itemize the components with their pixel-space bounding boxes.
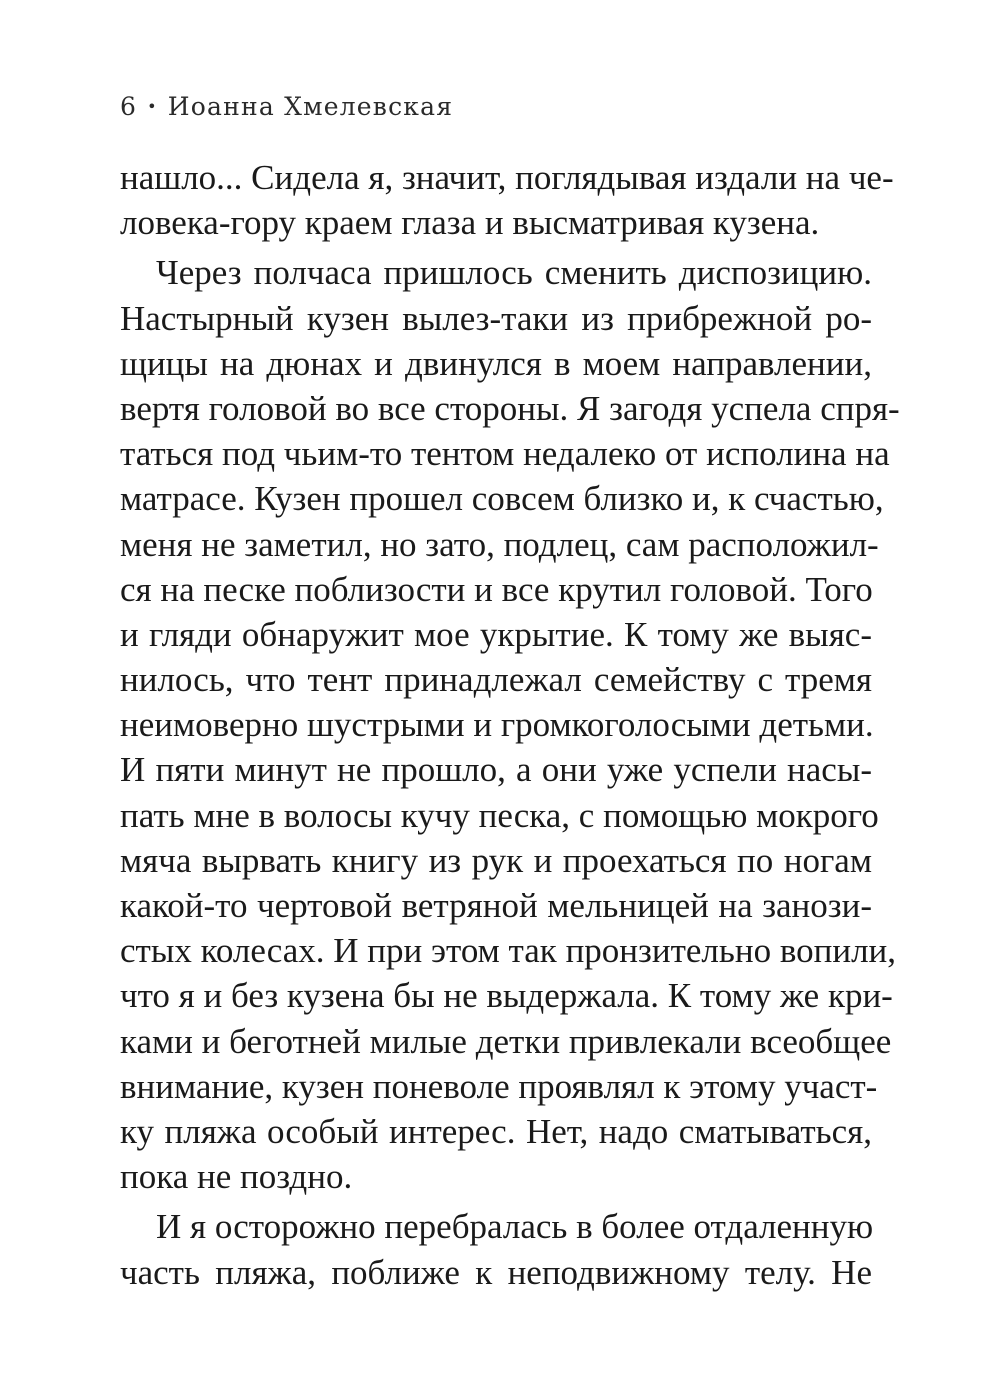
- text-line: какой-то чертовой ветряной мельницей на занози-: [120, 886, 872, 925]
- text-line: нилось, что тент принадлежал семейству с тремя: [120, 660, 872, 700]
- author-name: Иоанна Хмелевская: [167, 92, 454, 121]
- text-line: мяча вырвать книгу из рук и проехаться по ногам: [120, 840, 872, 880]
- text-line: пока не поздно.: [120, 1157, 353, 1197]
- text-line: ловека-гору краем глаза и высматривая кузена.: [120, 203, 820, 243]
- text-line: И пяти минут не прошло, а они уже успели насы-: [120, 750, 872, 790]
- text-line: и гляди обнаружит мое укрытие. К тому же выяс-: [120, 614, 872, 654]
- text-line: что я и без кузена бы не выдержала. К тому же кри-: [120, 976, 893, 1016]
- text-line: ками и беготней милые детки привлекали всеобщее: [120, 1021, 892, 1061]
- page-number: 6: [120, 92, 138, 121]
- text-line: щицы на дюнах и двинулся в моем направлении,: [120, 343, 872, 383]
- text-line: часть пляжа, поближе к неподвижному телу. Не: [120, 1252, 872, 1292]
- text-line: меня не заметил, но зато, подлец, сам расположил-: [120, 524, 879, 564]
- text-line: пать мне в волосы кучу песка, с помощью мокрого: [120, 795, 879, 835]
- text-line: вертя головой во все стороны. Я загодя успела спря-: [120, 388, 900, 428]
- text-line: Настырный кузен вылез-таки из прибрежной ро-: [120, 298, 872, 338]
- text-line: неимоверно шустрыми и громкоголосыми детьми.: [120, 705, 874, 745]
- text-line: таться под чьим-то тентом недалеко от исполина на: [120, 434, 890, 474]
- running-header: [120, 92, 453, 121]
- text-line: Через полчаса пришлось сменить диспозицию.: [156, 253, 872, 293]
- text-line: нашло... Сидела я, значит, поглядывая издали на че-: [120, 158, 894, 197]
- text-line: И я осторожно перебралась в более отдаленную: [156, 1207, 874, 1247]
- body-text: [120, 155, 900, 1295]
- header-separator: •: [147, 97, 158, 116]
- text-line: ку пляжа особый интерес. Нет, надо сматываться,: [120, 1111, 872, 1151]
- text-line: внимание, кузен поневоле проявлял к этому участ-: [120, 1066, 878, 1106]
- text-line: ся на песке поблизости и все крутил головой. Того: [120, 569, 873, 609]
- text-line: стых колесах. И при этом так пронзительно вопили,: [120, 931, 897, 971]
- text-line: матрасе. Кузен прошел совсем близко и, к счастью,: [120, 479, 884, 519]
